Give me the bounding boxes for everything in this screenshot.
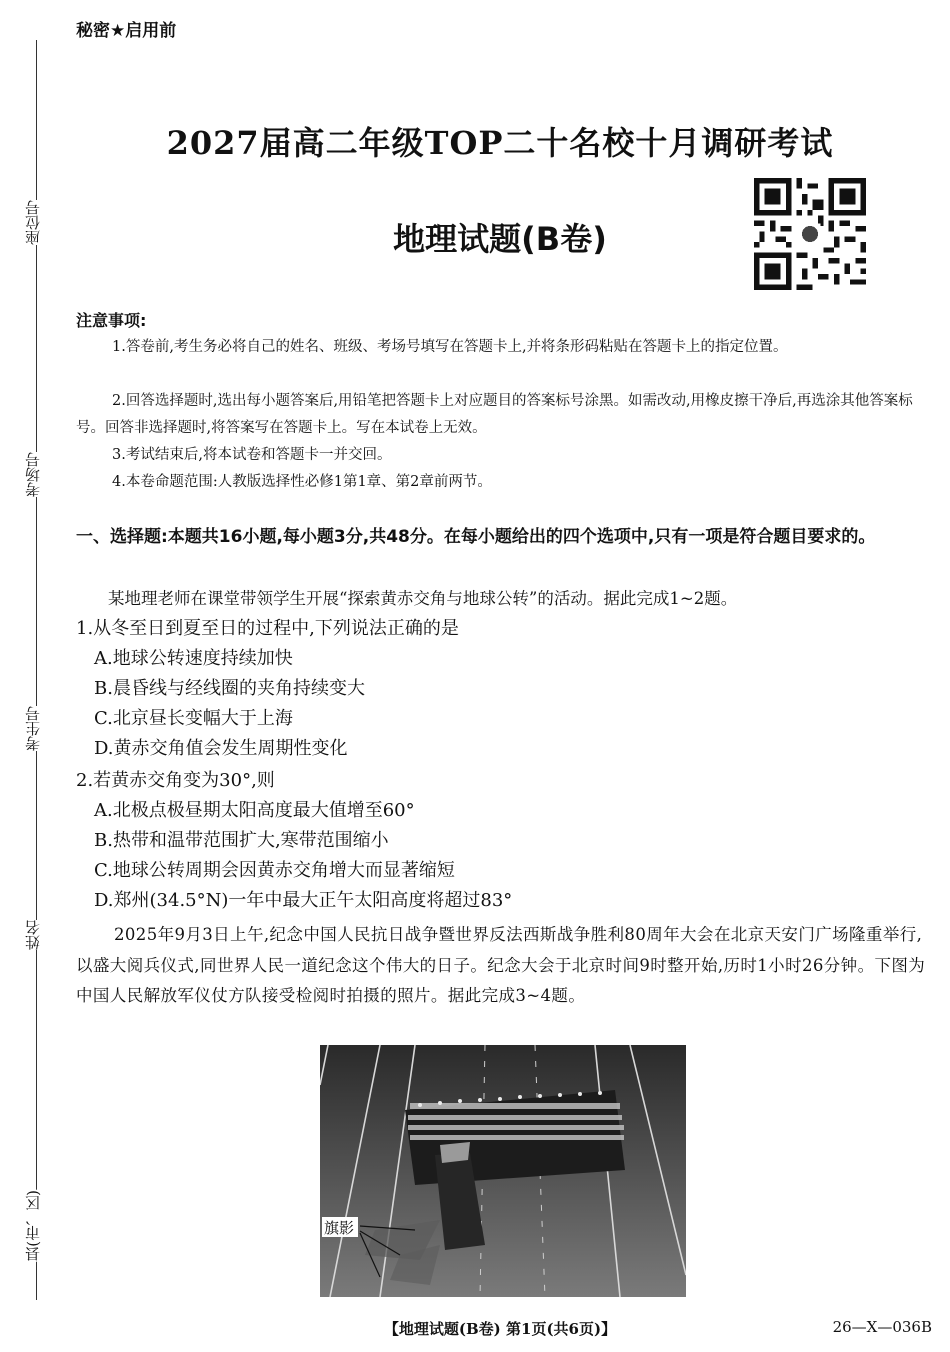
confidential-mark: 秘密★启用前 (76, 21, 177, 41)
flag-shadow-label: 旗影 (324, 1219, 355, 1237)
exam-subtitle: 地理试题(B卷) (393, 220, 607, 258)
option-c: C.北京昼长变幅大于上海 (94, 708, 293, 729)
notice-heading: 注意事项: (76, 311, 147, 330)
notice-item: 3.考试结束后,将本试卷和答题卡一并交回。 (112, 447, 392, 463)
option-d: D.郑州(34.5°N)一年中最大正午太阳高度将超过83° (94, 890, 513, 911)
notice-item: 4.本卷命题范围:人教版选择性必修1第1章、第2章前两节。 (112, 474, 492, 490)
section-heading: 一、选择题:本题共16小题,每小题3分,共48分。在每小题给出的四个选项中,只有一项是符合题目要求的。 (76, 527, 876, 547)
option-b: B.晨昏线与经线圈的夹角持续变大 (94, 678, 365, 699)
option-a: A.地球公转速度持续加快 (94, 648, 293, 669)
parade-photo (320, 1045, 686, 1297)
name-label: 姓名 (24, 920, 42, 950)
question-stem: 1.从冬至日到夏至日的过程中,下列说法正确的是 (76, 618, 459, 639)
county-label: 县(市、区) (24, 1190, 42, 1262)
exam-title: 2027届高二年级TOP二十名校十月调研考试 (166, 124, 834, 162)
passage-text: 2025年9月3日上午,纪念中国人民抗日战争暨世界反法西斯战争胜利80周年大会在北京天安门广场隆重举行,以盛大阅兵仪式,同世界人民一道纪念这个伟大的日子。纪念大会于北京时间9时整开始,历时1小时26分钟。下图为中国人民解放军仪仗方队接受检阅时拍摄的照片。据此完成3~4题。 (76, 925, 926, 1005)
exam-room-label: 考场号 (24, 452, 42, 497)
page-footer: 【地理试题(B卷) 第1页(共6页)】 (383, 1320, 617, 1338)
exam-code: 26—X—036B (832, 1318, 932, 1336)
option-a: A.北极点极昼期太阳高度最大值增至60° (94, 800, 415, 821)
option-b: B.热带和温带范围扩大,寒带范围缩小 (94, 830, 389, 851)
question-intro: 某地理老师在课堂带领学生开展“探索黄赤交角与地球公转”的活动。据此完成1~2题。 (108, 589, 738, 608)
option-d: D.黄赤交角值会发生周期性变化 (94, 738, 348, 759)
notice-item: 2.回答选择题时,选出每小题答案后,用铅笔把答题卡上对应题目的答案标号涂黑。如需改动,用橡皮擦干净后,再选涂其他答案标号。回答非选择题时,将答案写在答题卡上。写在本试卷上无效。 (76, 393, 913, 436)
qr-code-icon (754, 178, 866, 290)
seat-number-label: 座位号 (24, 200, 42, 245)
notice-item: 1.答卷前,考生务必将自己的姓名、班级、考场号填写在答题卡上,并将条形码粘贴在答题卡上的指定位置。 (112, 339, 788, 355)
question-stem: 2.若黄赤交角变为30°,则 (76, 770, 275, 791)
option-c: C.地球公转周期会因黄赤交角增大而显著缩短 (94, 860, 455, 881)
exam-number-label: 考生号 (24, 706, 42, 751)
